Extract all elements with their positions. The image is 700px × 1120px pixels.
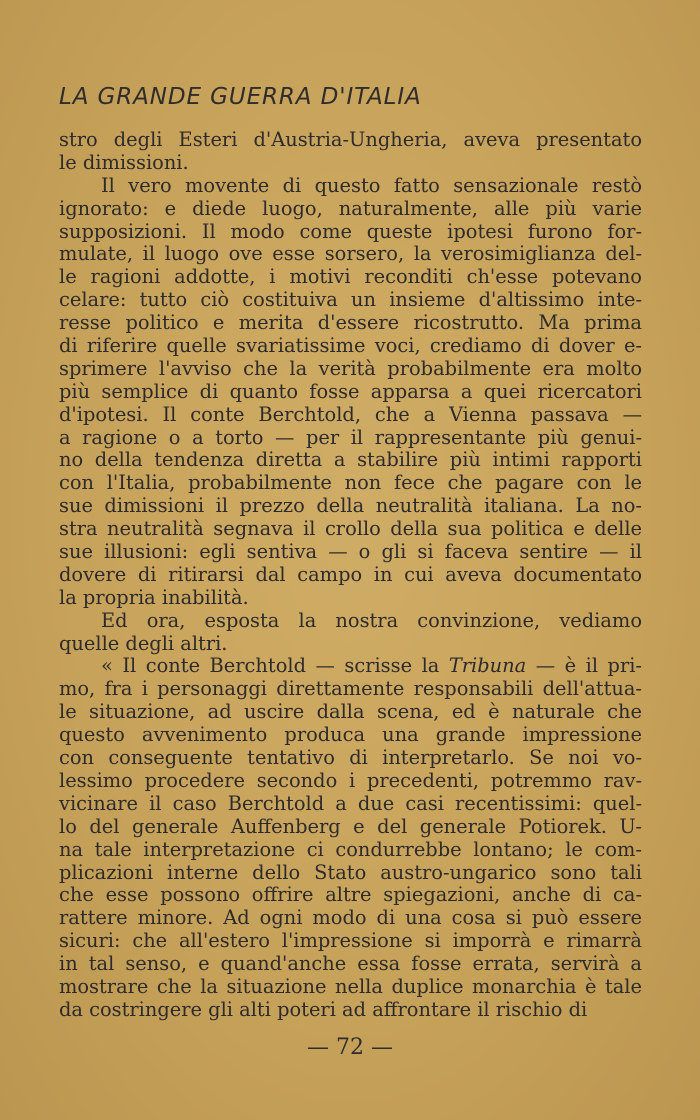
running-header: LA GRANDE GUERRA D'ITALIA xyxy=(59,84,422,110)
text-line: con l'Italia, probabilmente non fece che pagare con le xyxy=(59,471,642,495)
text-line: in tal senso, e quand'anche essa fosse errata, servirà a xyxy=(59,952,642,976)
text-line: ignorato: e diede luogo, naturalmente, alle più varie xyxy=(59,196,642,220)
paragraph xyxy=(59,655,642,1021)
text-line: le dimissioni. xyxy=(59,150,189,174)
text-line: d'ipotesi. Il conte Berchtold, che a Vienna passava — xyxy=(59,402,642,426)
text-line: sicuri: che all'estero l'impressione si imporrà e rimarrà xyxy=(59,929,642,953)
text-line: di riferire quelle svariatissime voci, crediamo di dover e- xyxy=(59,334,642,358)
text-line: sue dimissioni il prezzo della neutralità italiana. La no- xyxy=(59,494,642,518)
text-line: mostrare che la situazione nella duplice monarchia è tale xyxy=(59,974,642,998)
text-line: questo avvenimento produca una grande impressione xyxy=(59,723,642,747)
text-line: mulate, il luogo ove esse sorsero, la verosimiglianza del- xyxy=(59,242,642,266)
text-line: lo del generale Auffenberg e del generale Potiorek. U- xyxy=(59,814,642,838)
text-line: dovere di ritirarsi dal campo in cui aveva documentato xyxy=(59,562,642,586)
text-line: la propria inabilità. xyxy=(59,585,249,609)
text-line: Il vero movente di questo fatto sensazionale restò xyxy=(101,173,642,197)
body-text xyxy=(59,129,642,1022)
text-line: da costringere gli alti poteri ad affrontare il rischio di xyxy=(59,997,588,1021)
text-line: rattere minore. Ad ogni modo di una cosa si può essere xyxy=(59,906,642,930)
paragraph xyxy=(59,610,642,656)
text-line: che esse possono offrire altre spiegazioni, anche di ca- xyxy=(59,883,642,907)
text-line: con conseguente tentativo di interpretarlo. Se noi vo- xyxy=(59,746,642,770)
text-line: le situazione, ad uscire dalla scena, ed è naturale che xyxy=(59,700,642,724)
text-line: le ragioni addotte, i motivi reconditi ch'esse potevano xyxy=(59,265,642,289)
paragraph xyxy=(59,175,642,610)
text-line: resse politico e merita d'essere ricostrutto. Ma prima xyxy=(59,311,642,335)
text-line: celare: tutto ciò costituiva un insieme d'altissimo inte- xyxy=(59,288,642,312)
text-line: sue illusioni: egli sentiva — o gli si faceva sentire — il xyxy=(59,540,642,564)
text-line: più semplice di quanto fosse apparsa a quei ricercatori xyxy=(59,379,642,403)
text-line: « Il conte Berchtold — scrisse la Tribuna — è il pri- xyxy=(101,654,642,678)
newspaper-title: Tribuna xyxy=(448,654,527,678)
text-line: supposizioni. Il modo come queste ipotesi furono for- xyxy=(59,219,642,243)
text-line: plicazioni interne dello Stato austro-ungarico sono tali xyxy=(59,860,642,884)
text-line: quelle degli altri. xyxy=(59,631,228,655)
text-line: no della tendenza diretta a stabilire più intimi rapporti xyxy=(59,448,642,472)
text-line: mo, fra i personaggi direttamente responsabili dell'attua- xyxy=(59,677,642,701)
text-line: lessimo procedere secondo i precedenti, potremmo rav- xyxy=(59,768,642,792)
text-line: stro degli Esteri d'Austria-Ungheria, aveva presentato xyxy=(59,128,642,151)
page-number: — 72 — xyxy=(307,1035,393,1060)
text-line: Ed ora, esposta la nostra convinzione, vediamo xyxy=(101,608,642,632)
paragraph xyxy=(59,129,642,175)
text-line: vicinare il caso Berchtold a due casi recentissimi: quel- xyxy=(59,791,642,815)
text-line: na tale interpretazione ci condurrebbe lontano; le com- xyxy=(59,837,642,861)
text-line: stra neutralità segnava il crollo della sua politica e delle xyxy=(59,517,642,541)
text-line: sprimere l'avviso che la verità probabilmente era molto xyxy=(59,356,642,380)
text-line: a ragione o a torto — per il rappresentante più genui- xyxy=(59,425,642,449)
